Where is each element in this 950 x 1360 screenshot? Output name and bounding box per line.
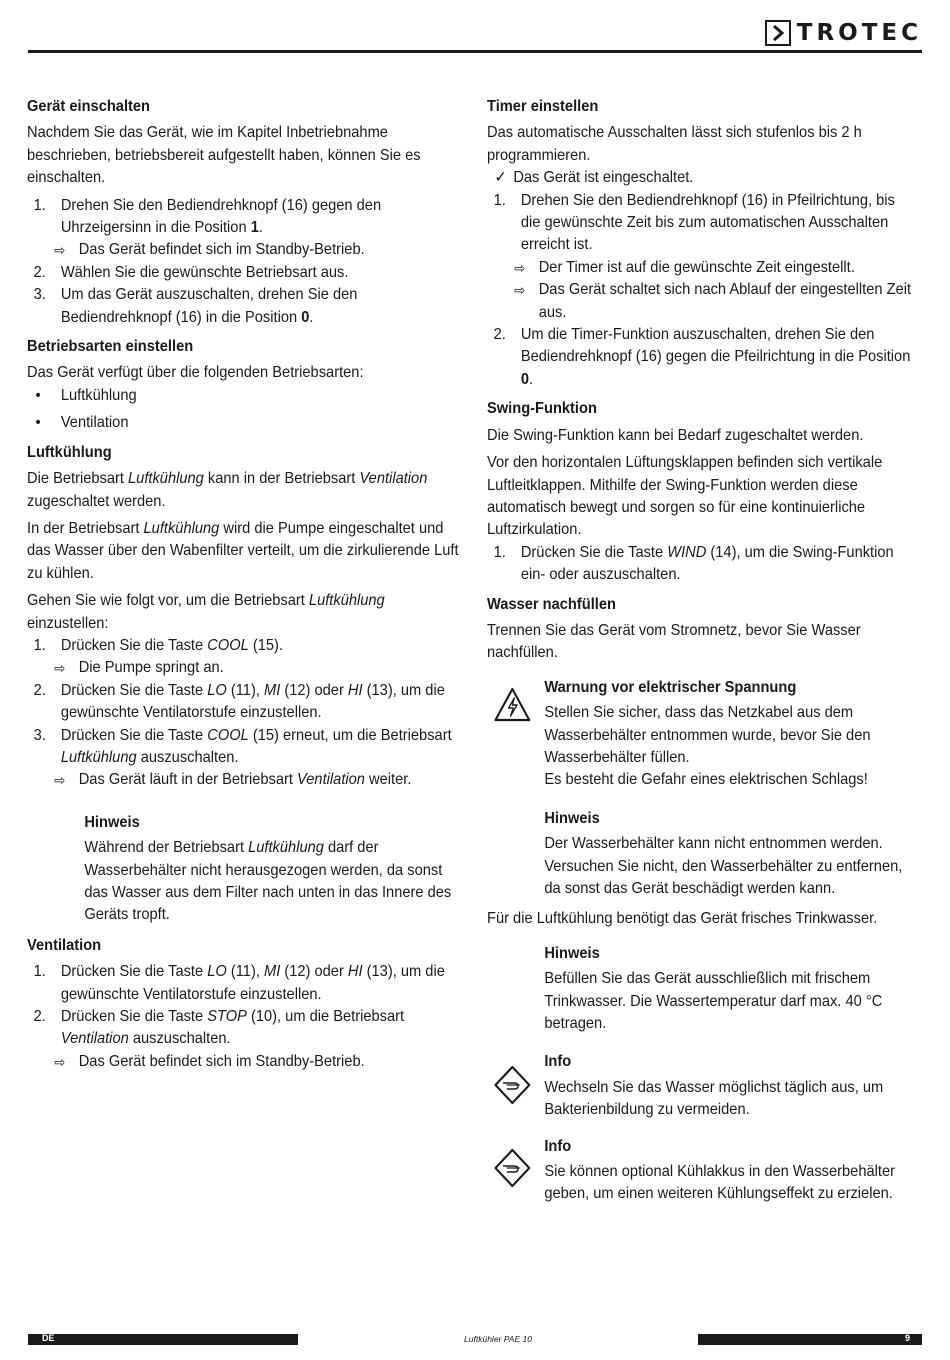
section-title-swing: Swing-Funktion	[487, 400, 597, 418]
left-column	[27, 96, 461, 1073]
note-title: Hinweis	[84, 813, 140, 831]
footer-product: Luftkühler PAE 10	[298, 1334, 698, 1345]
info-hand-icon	[494, 1148, 532, 1188]
warning-block	[487, 677, 917, 792]
result-arrow-icon: ⇨	[54, 772, 66, 789]
list-item: 3. Drücken Sie die Taste COOL (15) erneut, um die Betriebsart Luftkühlung auszuschalten.	[33, 726, 452, 766]
list-item: 2. Drücken Sie die Taste STOP (10), um die Betriebsart Ventilation auszuschalten.	[33, 1008, 405, 1048]
paragraph: Für die Luftkühlung benötigt das Gerät frisches Trinkwasser.	[487, 910, 878, 928]
info-block	[487, 1051, 917, 1121]
section-title-luftkuehlung: Luftkühlung	[27, 443, 112, 461]
result-item: ⇨ Das Gerät befindet sich im Standby-Betrieb.	[27, 1051, 461, 1073]
result-item: ⇨ Der Timer ist auf die gewünschte Zeit eingestellt.	[487, 257, 917, 279]
paragraph: Die Swing-Funktion kann bei Bedarf zugeschaltet werden.	[487, 426, 864, 444]
paragraph: Trennen Sie das Gerät vom Stromnetz, bevor Sie Wasser nachfüllen.	[487, 621, 861, 662]
section-title-wasser: Wasser nachfüllen	[487, 595, 616, 613]
precondition-item: ✓ Das Gerät ist eingeschaltet.	[487, 167, 917, 189]
bullet-item: • Luftkühlung	[35, 386, 137, 404]
info-title: Info	[544, 1137, 572, 1155]
section-title-ventilation: Ventilation	[27, 936, 102, 954]
note-text: Befüllen Sie das Gerät ausschließlich mit frischem Trinkwasser. Die Wassertemperatur darf max. 40 °C betragen.	[544, 970, 883, 1033]
note-box	[487, 808, 917, 901]
info-block	[487, 1136, 917, 1206]
info-text: Sie können optional Kühlakkus in den Wasserbehälter geben, um einen weiteren Kühlungseffekt zu erzielen.	[544, 1163, 896, 1203]
paragraph: Vor den horizontalen Lüftungsklappen befinden sich vertikale Luftleitklappen. Mithilfe der Swing-Funktion werden diese automatisch bewegt und sorgen so für eine kontinuierliche Luftzirkulation.	[487, 454, 883, 539]
list-item: 2. Wählen Sie die gewünschte Betriebsart aus.	[33, 263, 349, 281]
info-title: Info	[544, 1053, 572, 1071]
note-title: Hinweis	[544, 944, 600, 962]
list-item: 1. Drücken Sie die Taste WIND (14), um die Swing-Funktion ein- oder auszuschalten.	[493, 543, 894, 584]
section-title-geraet-einschalten: Gerät einschalten	[27, 98, 151, 115]
list-item: 1. Drehen Sie den Bediendrehknopf (16) in Pfeilrichtung, bis die gewünschte Zeit bis zum automatischen Ausschalten erreicht ist.	[493, 191, 895, 254]
footer-language: DE	[42, 1333, 55, 1343]
brand-name: TROTEC	[796, 20, 922, 46]
list-item: 1. Drehen Sie den Bediendrehknopf (16) gegen den Uhrzeigersinn in die Position 1.	[33, 196, 382, 237]
right-column	[487, 96, 917, 1214]
result-item: ⇨ Das Gerät schaltet sich nach Ablauf der eingestellten Zeit aus.	[514, 281, 912, 321]
paragraph: In der Betriebsart Luftkühlung wird die Pumpe eingeschaltet und das Wasser über den Wabenfilter verteilt, um die zirkulierende Luft zu kühlen.	[27, 519, 459, 582]
note-box	[487, 943, 917, 1036]
paragraph: Die Betriebsart Luftkühlung kann in der Betriebsart Ventilation zugeschaltet werden.	[27, 470, 428, 510]
note-title: Hinweis	[544, 809, 600, 827]
footer-bar	[28, 1334, 922, 1345]
paragraph: Nachdem Sie das Gerät, wie im Kapitel Inbetriebnahme beschrieben, betriebsbereit aufgestellt haben, können Sie es einschalten.	[27, 124, 421, 187]
info-box	[487, 1136, 917, 1206]
paragraph: Gehen Sie wie folgt vor, um die Betriebsart Luftkühlung einzustellen:	[27, 592, 385, 632]
footer-page-number: 9	[904, 1333, 910, 1343]
check-icon: ✓	[494, 169, 507, 187]
list-item: 2. Drücken Sie die Taste LO (11), MI (12) oder HI (13), um die gewünschte Ventilatorstufe einzustellen.	[33, 681, 445, 722]
info-text: Wechseln Sie das Wasser möglichst täglich aus, um Bakterienbildung zu vermeiden.	[544, 1078, 884, 1119]
note-text: Während der Betriebsart Luftkühlung darf der Wasserbehälter nicht herausgezogen werden, da sonst das Wasser aus dem Filter nach unten in das Innere des Geräts tropft.	[84, 839, 452, 924]
section-title-timer: Timer einstellen	[487, 98, 599, 115]
header-rule	[28, 50, 922, 53]
result-arrow-icon: ⇨	[54, 660, 66, 677]
bullet-item: • Ventilation	[35, 414, 129, 432]
result-item: ⇨ Die Pumpe springt an.	[27, 657, 461, 679]
section-title-betriebsarten: Betriebsarten einstellen	[27, 338, 194, 356]
list-item: 3. Um das Gerät auszuschalten, drehen Sie den Bediendrehknopf (16) in die Position 0.	[33, 286, 358, 326]
paragraph: Das automatische Ausschalten lässt sich stufenlos bis 2 h programmieren.	[487, 124, 862, 164]
result-arrow-icon: ⇨	[54, 1053, 66, 1070]
note-box	[27, 812, 461, 927]
list-item: 2. Um die Timer-Funktion auszuschalten, drehen Sie den Bediendrehknopf (16) gegen die Pfeilrichtung in die Position 0.	[493, 326, 911, 388]
brand-logo	[765, 20, 922, 46]
result-item: ⇨ Das Gerät läuft in der Betriebsart Ventilation weiter.	[27, 769, 461, 791]
trotec-logo-chevron-icon	[765, 20, 791, 46]
result-item: ⇨ Das Gerät befindet sich im Standby-Betrieb.	[27, 239, 461, 261]
list-item: 1. Drücken Sie die Taste LO (11), MI (12) oder HI (13), um die gewünschte Ventilatorstufe einzustellen.	[33, 963, 445, 1003]
note-text: Der Wasserbehälter kann nicht entnommen werden. Versuchen Sie nicht, den Wasserbehälter zu entfernen, da sonst das Gerät beschädigt werden kann.	[544, 835, 903, 897]
warning-text: Stellen Sie sicher, dass das Netzkabel aus dem Wasserbehälter entnommen wurde, bevor Sie den Wasserbehälter füllen. Es besteht die Gefahr eines elektrischen Schlags!	[544, 704, 871, 789]
electric-warning-icon	[494, 687, 532, 723]
result-arrow-icon: ⇨	[54, 242, 66, 259]
warning-title: Warnung vor elektrischer Spannung	[544, 678, 797, 696]
result-arrow-icon: ⇨	[514, 259, 526, 276]
result-arrow-icon: ⇨	[514, 282, 526, 299]
paragraph: Das Gerät verfügt über die folgenden Betriebsarten:	[27, 364, 364, 382]
info-box	[487, 1051, 917, 1121]
list-item: 1. Drücken Sie die Taste COOL (15).	[33, 636, 284, 654]
info-hand-icon	[494, 1065, 532, 1105]
warning-box	[487, 677, 917, 792]
